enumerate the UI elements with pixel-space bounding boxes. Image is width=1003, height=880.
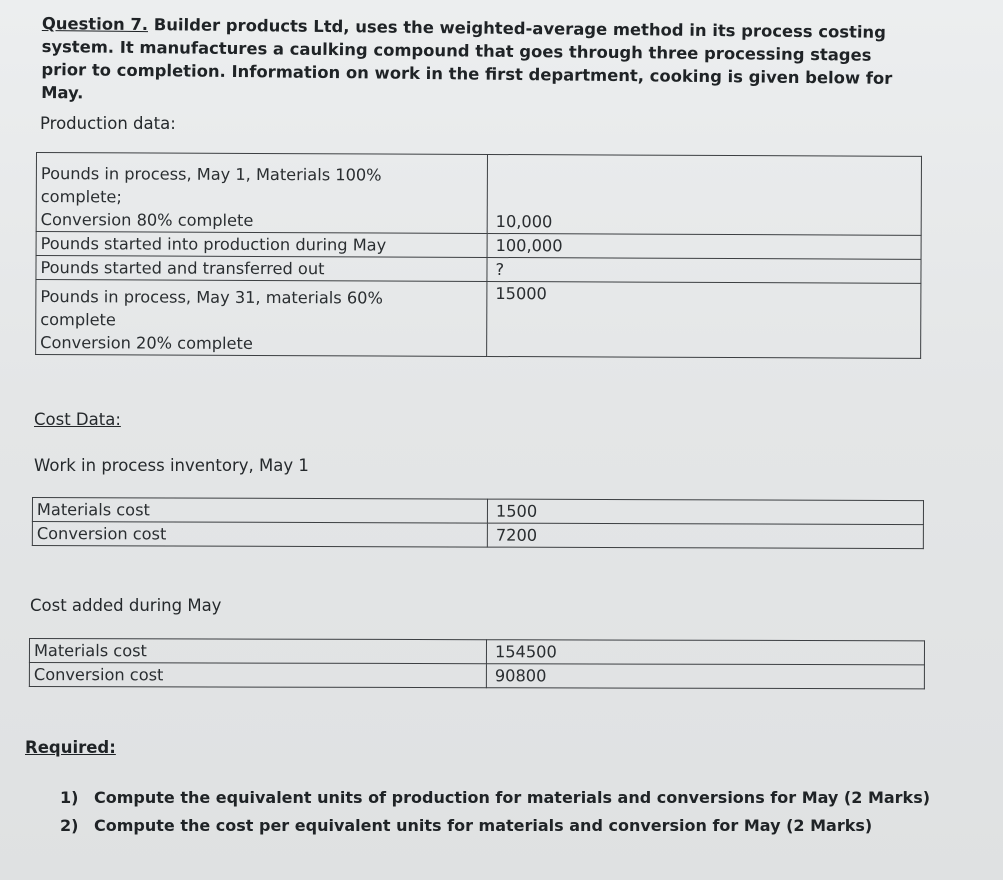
production-value-cell (487, 281, 921, 358)
production-value: 10,000 (495, 212, 553, 232)
production-value: 100,000 (495, 236, 563, 256)
wip-desc: Conversion cost (36, 524, 167, 544)
wip-desc: Materials cost (36, 500, 150, 520)
added-value: 154500 (494, 642, 557, 662)
added-desc-cell (29, 663, 486, 688)
production-desc-line: Pounds in process, May 1, Materials 100% (40, 164, 382, 185)
production-data-title: Production data: (40, 114, 176, 133)
question-intro (41, 12, 922, 113)
wip-value-cell (487, 499, 923, 525)
wip-title: Work in process inventory, May 1 (34, 456, 309, 475)
table-row (32, 522, 923, 549)
table-row (32, 498, 923, 525)
cost-added-table (29, 638, 925, 689)
production-value-cell (487, 233, 921, 259)
production-desc-line: complete (40, 310, 116, 330)
list-item (60, 812, 930, 840)
required-item-text: Compute the cost per equivalent units for materials and conversion for May (2 Marks) (94, 816, 873, 835)
added-desc-cell (29, 639, 486, 664)
production-desc-cell (36, 256, 487, 282)
added-value: 90800 (494, 666, 547, 686)
wip-table (32, 497, 924, 549)
wip-value-cell (487, 523, 923, 549)
cost-added-title: Cost added during May (30, 596, 222, 615)
list-item (60, 784, 930, 812)
production-desc-line: complete; (40, 187, 122, 207)
added-desc: Materials cost (33, 641, 147, 661)
production-table (35, 152, 922, 359)
production-desc-line: Conversion 20% complete (40, 333, 253, 353)
question-label: Question 7. (41, 13, 149, 35)
table-row (29, 639, 924, 665)
table-row (36, 153, 921, 236)
wip-desc-cell (32, 522, 487, 548)
wip-value: 7200 (495, 525, 538, 545)
added-desc: Conversion cost (33, 665, 164, 685)
cost-data-title: Cost Data: (34, 410, 121, 429)
table-row (36, 232, 921, 260)
required-item-number: 2) (60, 816, 79, 835)
production-desc-cell (36, 232, 487, 258)
production-desc-line: Pounds started and transferred out (40, 258, 325, 279)
production-desc-line: Pounds started into production during May (40, 234, 387, 255)
production-value: ? (495, 260, 505, 280)
question-text: Builder products Ltd, uses the weighted-average method in its process costing system. It manufactures a caulking compound that goes through three processing stages prior to completion. Information on work in the first department, cooking is given below for May. (41, 15, 893, 103)
production-value-cell (487, 257, 921, 283)
table-row (36, 256, 921, 284)
added-value-cell (486, 640, 924, 665)
required-item-number: 1) (60, 788, 79, 807)
required-list (60, 784, 930, 840)
production-value-cell (487, 154, 921, 235)
required-item-text: Compute the equivalent units of production for materials and conversions for May (2 Marks) (94, 788, 931, 807)
required-title: Required: (25, 738, 116, 757)
production-value: 15000 (495, 284, 547, 304)
table-row (29, 663, 924, 689)
wip-desc-cell (32, 498, 487, 524)
table-row (36, 280, 921, 359)
production-desc-cell (36, 153, 487, 234)
production-desc-cell (36, 280, 487, 357)
production-desc-line: Pounds in process, May 31, materials 60% (40, 287, 383, 308)
wip-value: 1500 (495, 501, 538, 521)
added-value-cell (486, 664, 924, 689)
production-desc-line: Conversion 80% complete (40, 210, 254, 230)
